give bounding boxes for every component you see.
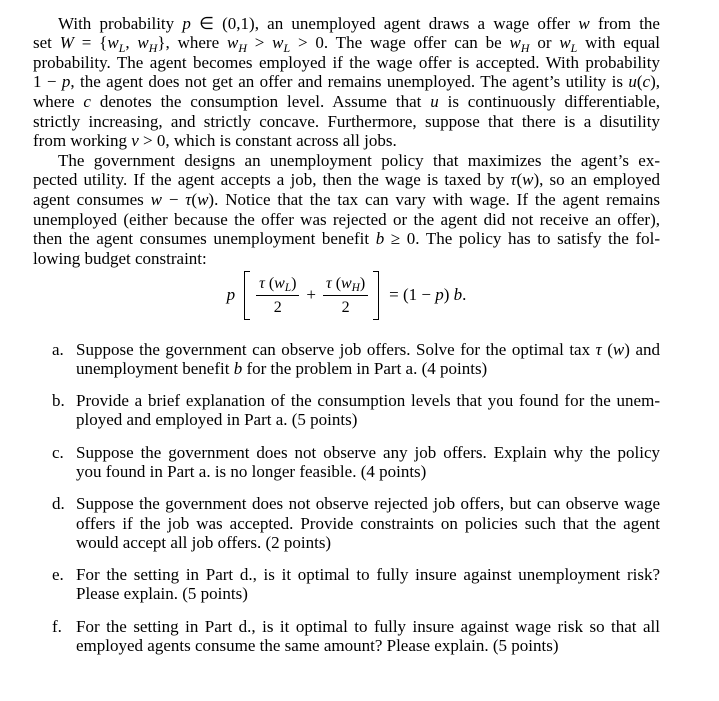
text-run: = {	[73, 33, 108, 53]
math-subscript: H	[351, 281, 360, 294]
math-symbol: w	[578, 13, 590, 33]
text-run: ),	[650, 72, 660, 92]
text-line	[33, 170, 660, 190]
text-line	[76, 410, 660, 429]
equation-right-hand-side	[389, 285, 466, 305]
text-line	[76, 565, 660, 584]
math-subscript: L	[570, 40, 578, 55]
text-run: ). Notice that the tax can vary with wage. If the agent remains	[208, 190, 660, 210]
text-run: The government designs an unemployment policy that maximizes the agent’s ex-	[58, 150, 660, 170]
text-run: pected utility. If the agent accepts a job, then the wage is taxed by	[33, 170, 511, 190]
text-run: from working	[33, 131, 132, 151]
math-symbol: w	[612, 339, 625, 359]
math-symbol: τ	[510, 170, 517, 190]
text-line	[33, 14, 660, 34]
part-e	[52, 565, 660, 604]
math-symbol: w	[341, 274, 352, 292]
text-line	[33, 249, 660, 269]
part-text	[76, 494, 660, 552]
text-run: .	[462, 285, 467, 304]
part-a	[52, 340, 660, 379]
math-symbol: w	[274, 274, 285, 292]
part-d	[52, 494, 660, 552]
math-subscript: H	[520, 40, 530, 55]
fraction-denominator	[323, 295, 368, 317]
text-run: 2	[341, 298, 350, 316]
text-line	[33, 92, 660, 112]
fraction-numerator	[256, 274, 299, 295]
text-run: probability. The agent becomes employed if the wage offer is accepted. With probability	[33, 52, 660, 72]
part-label: a.	[52, 339, 64, 359]
math-variable	[107, 33, 126, 55]
equation-coefficient	[227, 285, 236, 305]
text-run: ployed and employed in Part a. (5 points)	[76, 410, 358, 430]
text-run: Provide a brief explanation of the consumption levels that you found for the unem-	[76, 391, 660, 411]
text-run: offers if the job was accepted. Provide constraints on policies such that the agent	[76, 513, 660, 533]
text-run: = (1 −	[389, 285, 436, 304]
text-run: would accept all job offers. (2 points)	[76, 532, 332, 552]
text-run: −	[161, 190, 186, 210]
text-line	[76, 340, 660, 359]
text-run: for the problem in Part a. (4 points)	[242, 358, 488, 378]
math-symbol: b	[233, 358, 243, 378]
plus-operator: +	[306, 285, 316, 304]
text-run: strictly increasing, and strictly concave. Furthermore, suppose that there is a disutility	[33, 111, 660, 131]
math-variable	[376, 229, 385, 248]
math-variable	[197, 190, 208, 209]
text-run: > 0. The wage offer can be	[290, 33, 510, 53]
text-line	[33, 151, 660, 171]
text-line	[76, 584, 660, 603]
text-line	[33, 190, 660, 210]
math-symbol: u	[430, 92, 439, 112]
text-run: Suppose the government can observe job offers. Solve for the optimal tax	[76, 339, 596, 359]
text-run: unemployed (either because the offer was rejected or the agent did not receive an offer),	[33, 209, 660, 229]
text-line	[33, 229, 660, 249]
text-run: agent consumes	[33, 190, 151, 210]
math-symbol: w	[522, 170, 534, 190]
text-run: )	[291, 274, 297, 292]
math-variable	[137, 33, 158, 55]
text-run: ), so an employed	[533, 170, 661, 190]
text-line	[33, 72, 660, 92]
math-variable	[151, 190, 162, 209]
question-parts-list	[52, 340, 660, 656]
text-run: Please explain. (5 points)	[76, 584, 248, 604]
text-run: }, where	[157, 33, 227, 53]
math-variable	[430, 92, 439, 111]
math-symbol: u	[628, 72, 637, 92]
part-f	[52, 617, 660, 656]
text-run: (	[636, 72, 643, 92]
math-symbol: b	[453, 285, 463, 304]
text-line	[76, 443, 660, 462]
paragraph-policy	[33, 151, 660, 269]
budget-constraint-equation	[33, 267, 660, 323]
text-run: (	[191, 190, 198, 210]
text-run: ∈ (0,1), an unemployed agent draws a wage offer	[190, 13, 579, 33]
text-run: Suppose the government does not observe any job offers. Explain why the policy	[76, 442, 660, 462]
math-variable	[60, 33, 74, 52]
text-run: ) and	[624, 339, 660, 359]
math-symbol: p	[435, 285, 444, 304]
math-variable	[435, 285, 444, 304]
part-text	[76, 391, 660, 430]
text-line	[33, 53, 660, 73]
math-variable	[628, 72, 637, 91]
text-run: ≥ 0. The policy has to satisfy the fol-	[384, 229, 660, 249]
math-variable	[234, 359, 243, 378]
math-subscript: L	[118, 40, 126, 55]
part-b	[52, 391, 660, 430]
text-line	[33, 210, 660, 230]
math-symbol: p	[226, 285, 236, 304]
part-label: f.	[52, 616, 62, 636]
text-line	[76, 636, 660, 655]
text-line	[33, 131, 660, 151]
text-line	[76, 533, 660, 552]
text-run: ,	[125, 33, 138, 53]
text-run: )	[359, 274, 366, 292]
text-run: 2	[273, 298, 282, 316]
text-line	[76, 617, 660, 636]
part-label: d.	[52, 494, 65, 514]
math-symbol: W	[59, 33, 74, 53]
text-run: unemployment benefit	[76, 358, 234, 378]
math-variable	[272, 33, 291, 55]
right-bracket	[373, 271, 379, 320]
math-symbol: v	[131, 131, 139, 151]
part-text	[76, 565, 660, 604]
text-run: set	[33, 33, 60, 53]
text-run: (	[331, 274, 342, 292]
math-symbol: p	[61, 72, 71, 92]
text-run: or	[529, 33, 560, 53]
text-run: (	[601, 339, 613, 359]
paragraph-setup	[33, 14, 660, 151]
math-symbol: c	[83, 92, 91, 112]
part-text	[76, 340, 660, 379]
math-variable	[613, 340, 624, 359]
text-run: lowing budget constraint:	[33, 248, 207, 268]
fraction-tax-high-wage	[323, 274, 368, 317]
math-subscript: H	[148, 40, 158, 55]
part-c	[52, 443, 660, 482]
math-variable	[274, 275, 291, 292]
math-symbol: w	[509, 33, 521, 53]
text-line	[76, 462, 660, 481]
problem-statement	[33, 14, 660, 269]
math-variable	[522, 170, 533, 189]
math-symbol: τ	[325, 274, 332, 292]
fraction-numerator	[323, 274, 368, 295]
text-run: > 0, which is constant across all jobs.	[138, 131, 397, 151]
text-run: you found in Part a. is no longer feasible. (4 points)	[76, 461, 427, 481]
part-text	[76, 443, 660, 482]
fraction-denominator	[256, 295, 299, 317]
math-variable	[131, 131, 139, 150]
math-symbol: τ	[185, 190, 192, 210]
math-variable	[341, 275, 360, 292]
math-symbol: p	[182, 13, 191, 33]
math-symbol: w	[107, 33, 119, 53]
math-symbol: τ	[259, 274, 265, 292]
part-label: c.	[52, 442, 64, 462]
text-run: For the setting in Part d., is it optimal to fully insure against unemployment risk?	[76, 565, 660, 585]
text-run: (	[264, 274, 275, 292]
text-run: With probability	[58, 13, 183, 33]
text-run: with equal	[577, 33, 661, 53]
text-run: from the	[589, 13, 660, 33]
math-variable	[643, 72, 651, 91]
text-line	[76, 514, 660, 533]
math-variable	[182, 14, 191, 33]
part-label: e.	[52, 565, 64, 585]
math-symbol: τ	[595, 339, 602, 359]
left-bracket	[244, 271, 250, 320]
math-variable	[559, 33, 578, 55]
math-symbol: c	[642, 72, 651, 92]
math-symbol: w	[226, 33, 239, 53]
math-subscript: L	[284, 281, 292, 294]
math-variable	[454, 285, 463, 304]
math-variable	[578, 14, 589, 33]
math-variable	[509, 33, 530, 55]
text-run: 1 −	[33, 72, 62, 92]
math-symbol: w	[272, 33, 284, 53]
math-variable	[83, 92, 91, 111]
math-symbol: w	[137, 33, 149, 53]
text-line	[33, 112, 660, 132]
text-line	[76, 359, 660, 378]
part-label: b.	[52, 391, 65, 411]
text-run: Suppose the government does not observe rejected job offers, but can observe wage	[76, 494, 660, 514]
text-line	[76, 391, 660, 410]
text-run: (	[516, 170, 523, 190]
math-symbol: b	[375, 229, 385, 249]
math-subscript: H	[238, 40, 247, 55]
text-run: For the setting in Part d., is it optimal to fully insure against wage risk so that all	[76, 616, 660, 636]
text-run: )	[443, 285, 454, 304]
text-run: is continuously differentiable,	[438, 92, 661, 112]
math-symbol: w	[150, 190, 162, 210]
math-symbol: w	[197, 190, 209, 210]
part-text	[76, 617, 660, 656]
text-line	[76, 494, 660, 513]
text-run: >	[246, 33, 273, 53]
text-run: employed agents consume the same amount? Please explain. (5 points)	[76, 636, 559, 656]
text-run: where	[33, 92, 84, 112]
fraction-tax-low-wage	[256, 274, 299, 317]
text-run: , the agent does not get an offer and remains unemployed. The agent’s utility is	[70, 72, 629, 92]
math-symbol: w	[559, 33, 571, 53]
math-subscript: L	[283, 40, 291, 55]
text-line	[33, 33, 660, 53]
text-run: then the agent consumes unemployment benefit	[33, 229, 376, 249]
text-run: denotes the consumption level. Assume that	[90, 92, 431, 112]
math-variable	[226, 33, 247, 55]
math-variable	[227, 285, 236, 304]
